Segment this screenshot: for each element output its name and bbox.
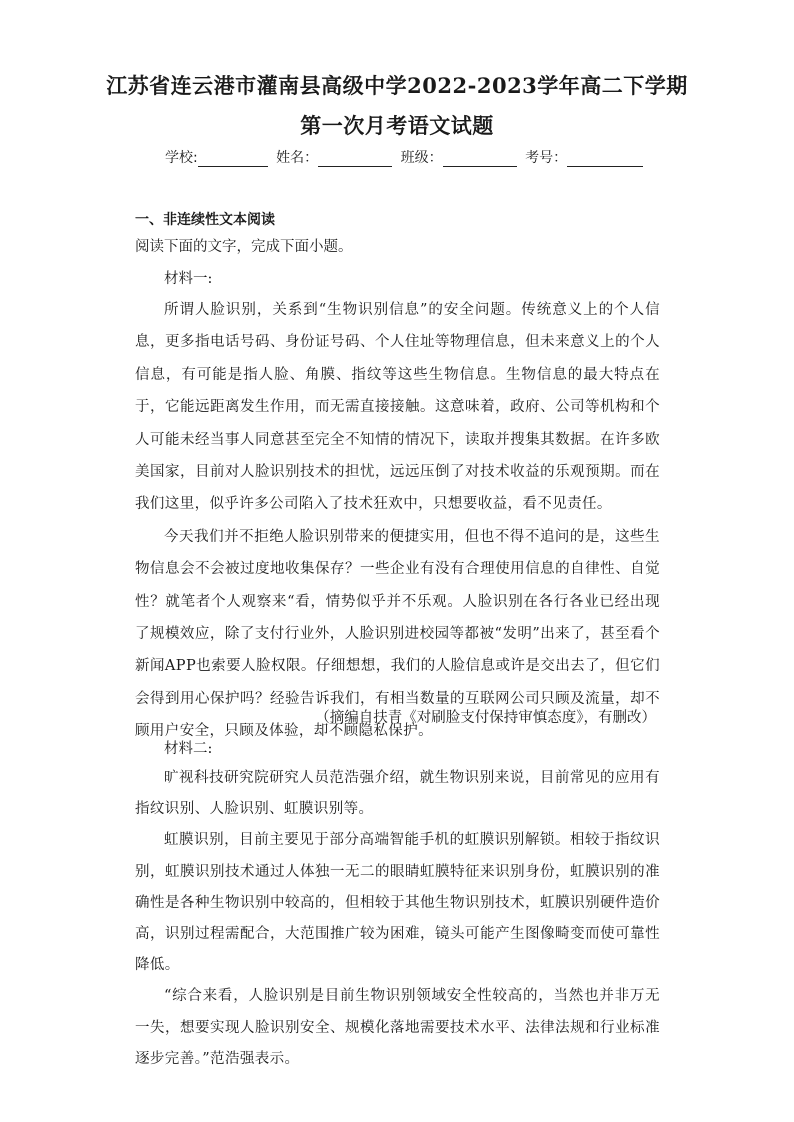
material2-paragraph-1: 旷视科技研究院研究人员范浩强介绍，就生物识别来说，目前常见的应用有指纹识别、人脸识别、虹膜识别等。 [135, 770, 660, 818]
material1-paragraph-2: 今天我们并不拒绝人脸识别带来的便捷实用，但也不得不追问的是，这些生物信息会不会被过度地收集保存？一些企业有没有合理使用信息的自律性、自觉性？就笔者个人观察来“看，情势似乎并不乐观。人脸识别在各行各业已经出现了规模效应，除了支付行业外，人脸识别进校园等都被“发明”出来了，甚至看个新闻APP也索要人脸权限。仔细想想，我们的人脸信息或许是交出去了，但它们会得到用心保护吗？经验告诉我们，有相当数量的互联网公司只顾及流量，却不顾用户安全，只顾及体验，却不顾隐私保护。 [135, 528, 660, 740]
class-label: 班级： [400, 150, 443, 166]
section-instruction: 阅读下面的文字，完成下面小题。 [135, 239, 353, 255]
school-label: 学校: [165, 150, 198, 166]
material2-body [135, 763, 660, 1075]
name-label: 姓名： [276, 150, 319, 166]
material1-paragraph-1: 所谓人脸识别，关系到“生物识别信息”的安全问题。传统意义上的个人信息，更多指电话号码、身份证号码、个人住址等物理信息，但未来意义上的个人信息，有可能是指人脸、角膜、指纹等这些生物信息。生物信息的最大特点在于，它能远距离发生作用，而无需直接接触。这意味着，政府、公司等机构和个人可能未经当事人同意甚至完全不知情的情况下，读取并搜集其数据。在许多欧美国家，目前对人脸识别技术的担忧，远远压倒了对技术收益的乐观预期。而在我们这里，似乎许多公司陷入了技术狂欢中，只想要收益，看不见责任。 [135, 302, 660, 513]
student-info-row [165, 147, 647, 167]
section-heading: 一、非连续性文本阅读 [135, 212, 275, 228]
material2-paragraph-3: “综合来看，人脸识别是目前生物识别领域安全性较高的，当然也并非万无一失，想要实现人脸识别安全、规模化落地需要技术水平、法律法规和行业标准逐步完善。”范浩强表示。 [135, 988, 660, 1067]
material1-label: 材料一: [164, 271, 213, 287]
name-blank[interactable] [318, 152, 392, 167]
exam-title-line1: 江苏省连云港市灌南县高级中学2022-2023学年高二下学期 [106, 73, 688, 98]
exam-number-label: 考号： [525, 150, 568, 166]
material2-paragraph-2: 虹膜识别，目前主要见于部分高端智能手机的虹膜识别解锁。相较于指纹识别，虹膜识别技术通过人体独一无二的眼睛虹膜特征来识别身份，虹膜识别的准确性是各种生物识别中较高的，但相较于其他生物识别技术，虹膜识别硬件造价高，识别过程需配合，大范围推广较为困难，镜头可能产生图像畸变而使可靠性降低。 [135, 832, 660, 974]
class-blank[interactable] [443, 152, 517, 167]
exam-title-line2: 第一次月考语文试题 [300, 113, 494, 138]
material1-body [135, 294, 660, 748]
school-blank[interactable] [198, 152, 268, 167]
exam-number-blank[interactable] [567, 152, 643, 167]
material1-source: （摘编自扶青《对刷脸支付保持审慎态度》，有删改） [315, 710, 656, 726]
material2-label: 材料二: [164, 741, 213, 757]
